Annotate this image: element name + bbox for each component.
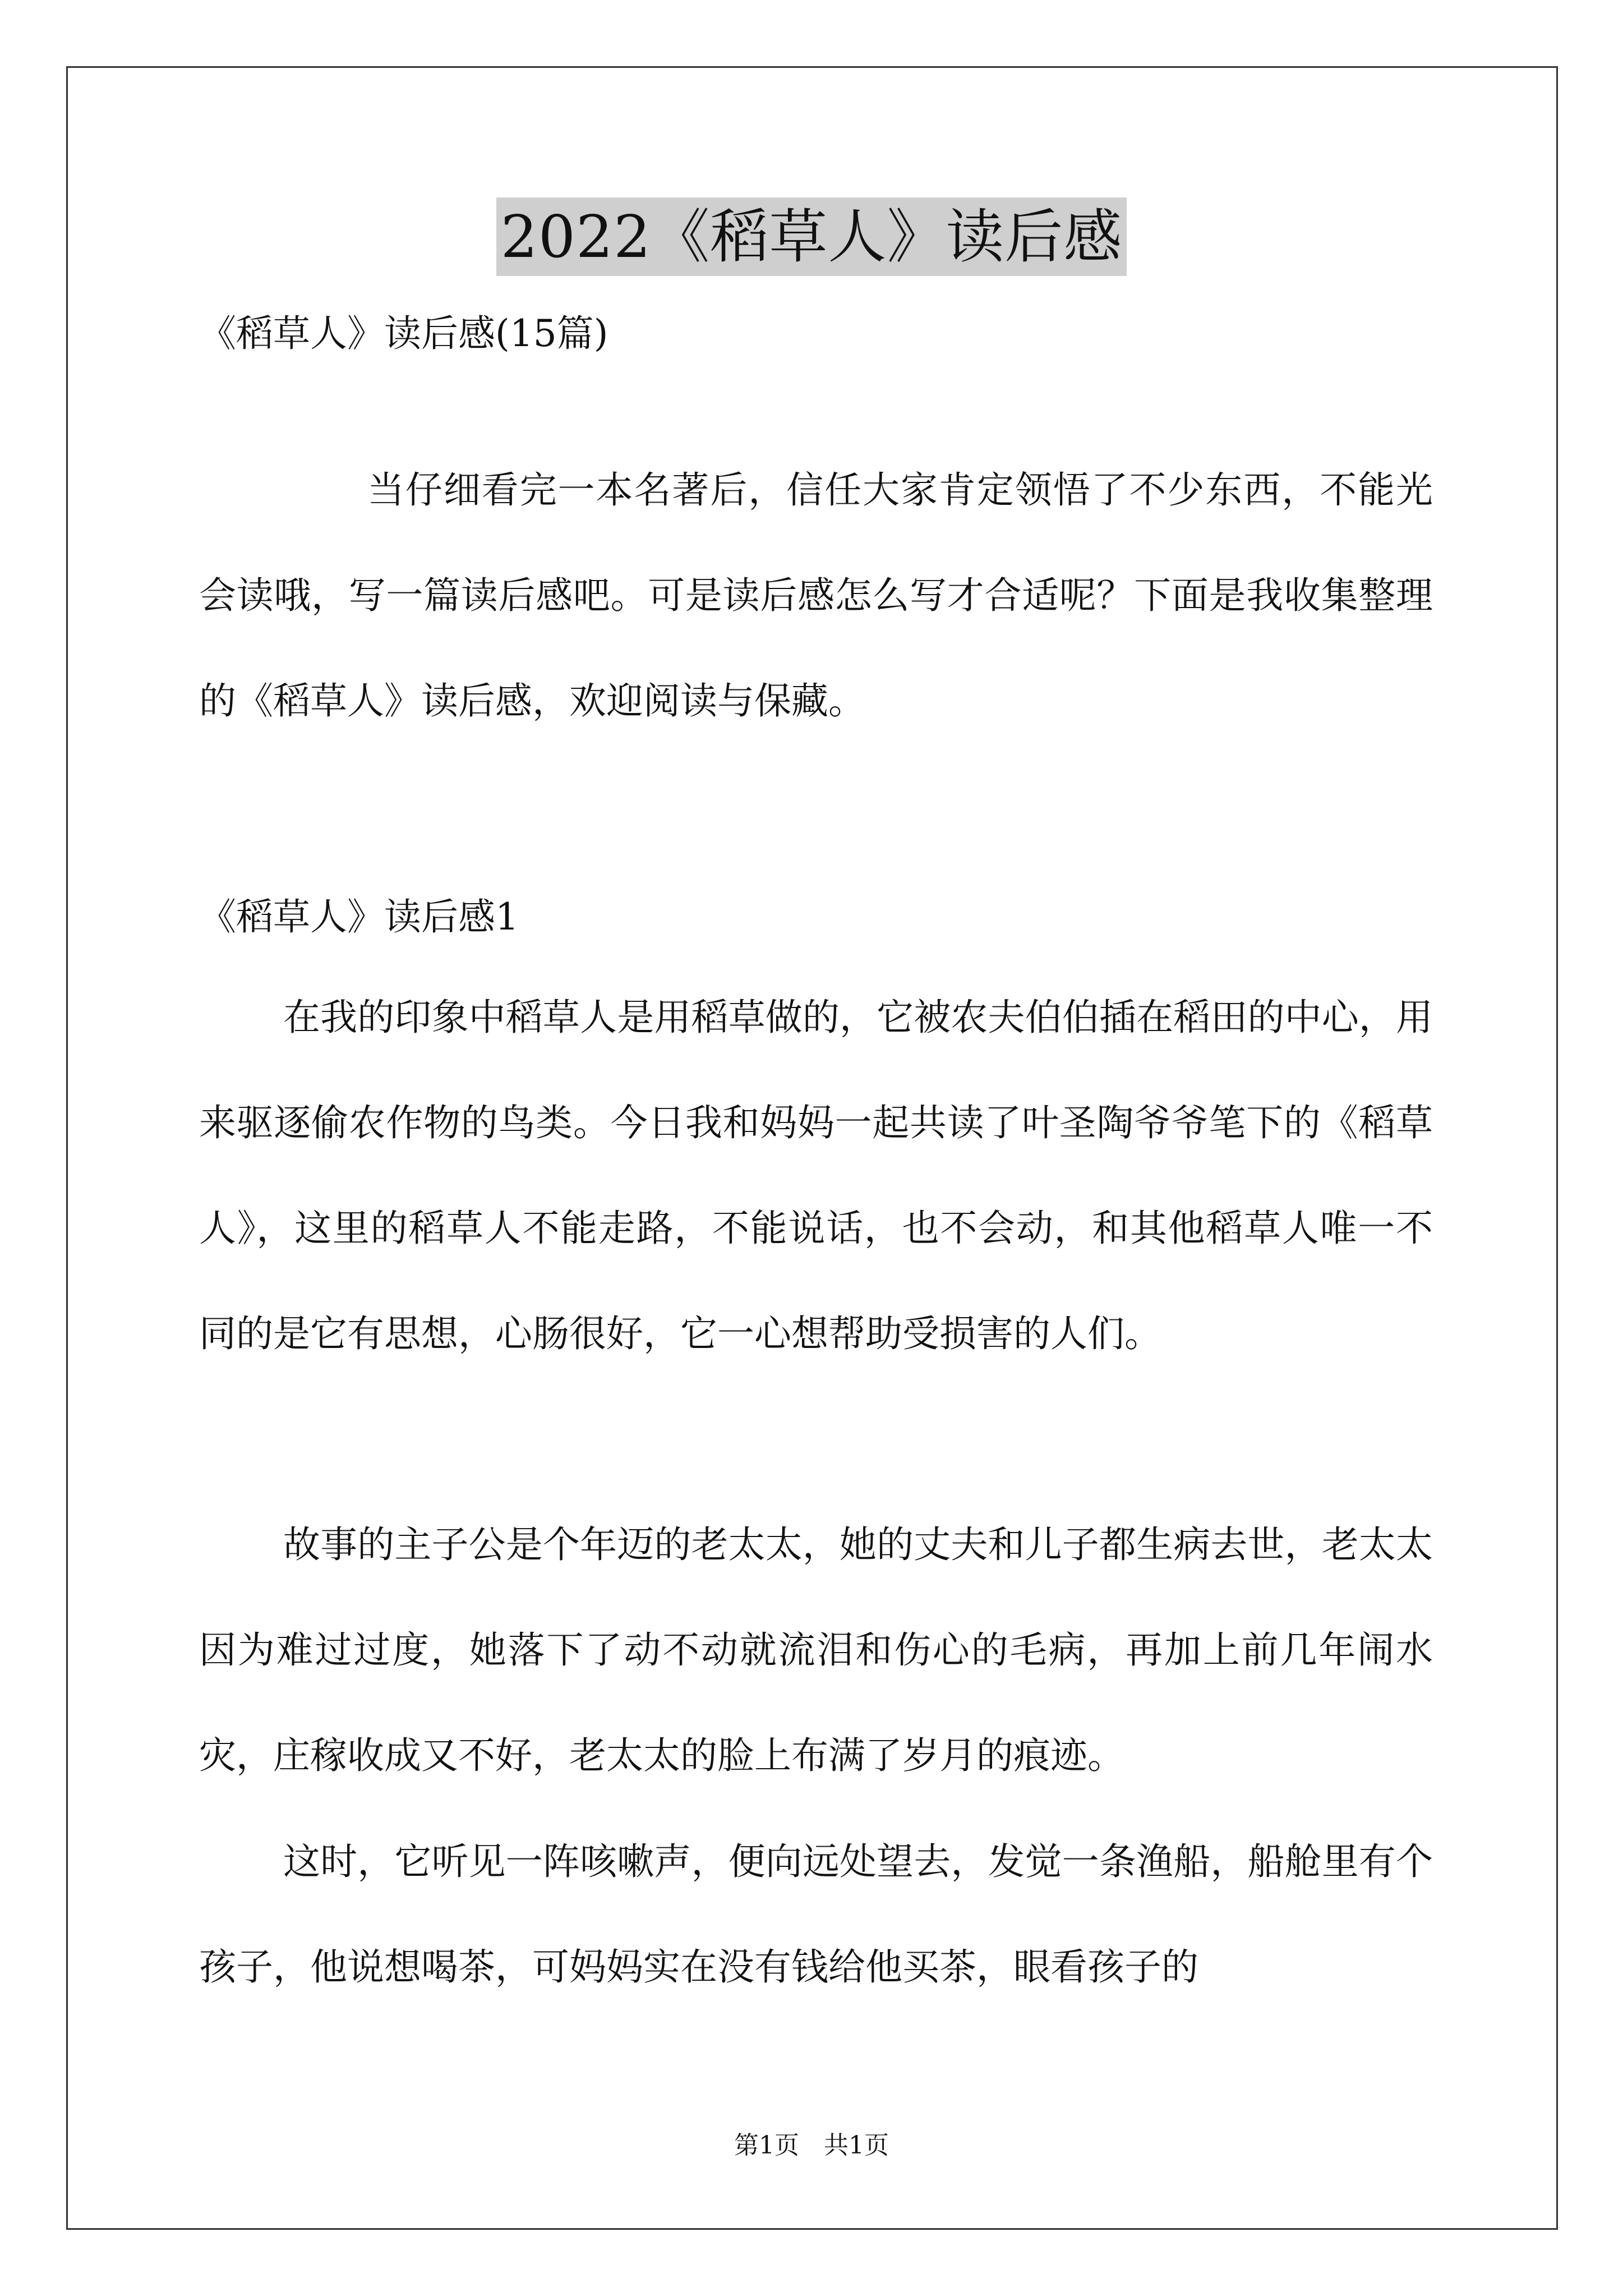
document-subtitle: 《稻草人》读后感(15篇) — [199, 312, 608, 355]
intro-paragraph: 当仔细看完一本名著后，信任大家肯定领悟了不少东西，不能光会读哦，写一篇读后感吧。可是读后感怎么写才合适呢？下面是我收集整理的《稻草人》读后感，欢迎阅读与保藏。 — [199, 468, 1433, 723]
section-heading: 《稻草人》读后感1 — [199, 895, 519, 938]
body-paragraph-1: 在我的印象中稻草人是用稻草做的，它被农夫伯伯插在稻田的中心，用来驱逐偷农作物的鸟类。今日我和妈妈一起共读了叶圣陶爷爷笔下的《稻草人》，这里的稻草人不能走路，不能说话，也不会动，和其他稻草人唯一不同的是它有思想，心肠很好，它一心想帮助受损害的人们。 — [199, 996, 1433, 1355]
body-paragraph-2: 故事的主子公是个年迈的老太太，她的丈夫和儿子都生病去世，老太太因为难过过度，她落下了动不动就流泪和伤心的毛病，再加上前几年闹水灾，庄稼收成又不好，老太太的脸上布满了岁月的痕迹。 — [199, 1523, 1433, 1777]
body-paragraph-3: 这时，它听见一阵咳嗽声，便向远处望去，发觉一条渔船，船舱里有个孩子，他说想喝茶，可妈妈实在没有钱给他买茶，眼看孩子的 — [199, 1840, 1433, 1989]
title-container — [0, 197, 1623, 276]
page-footer: 第1页 共1页 — [734, 2131, 889, 2160]
document-title: 2022《稻草人》读后感 — [496, 197, 1127, 276]
